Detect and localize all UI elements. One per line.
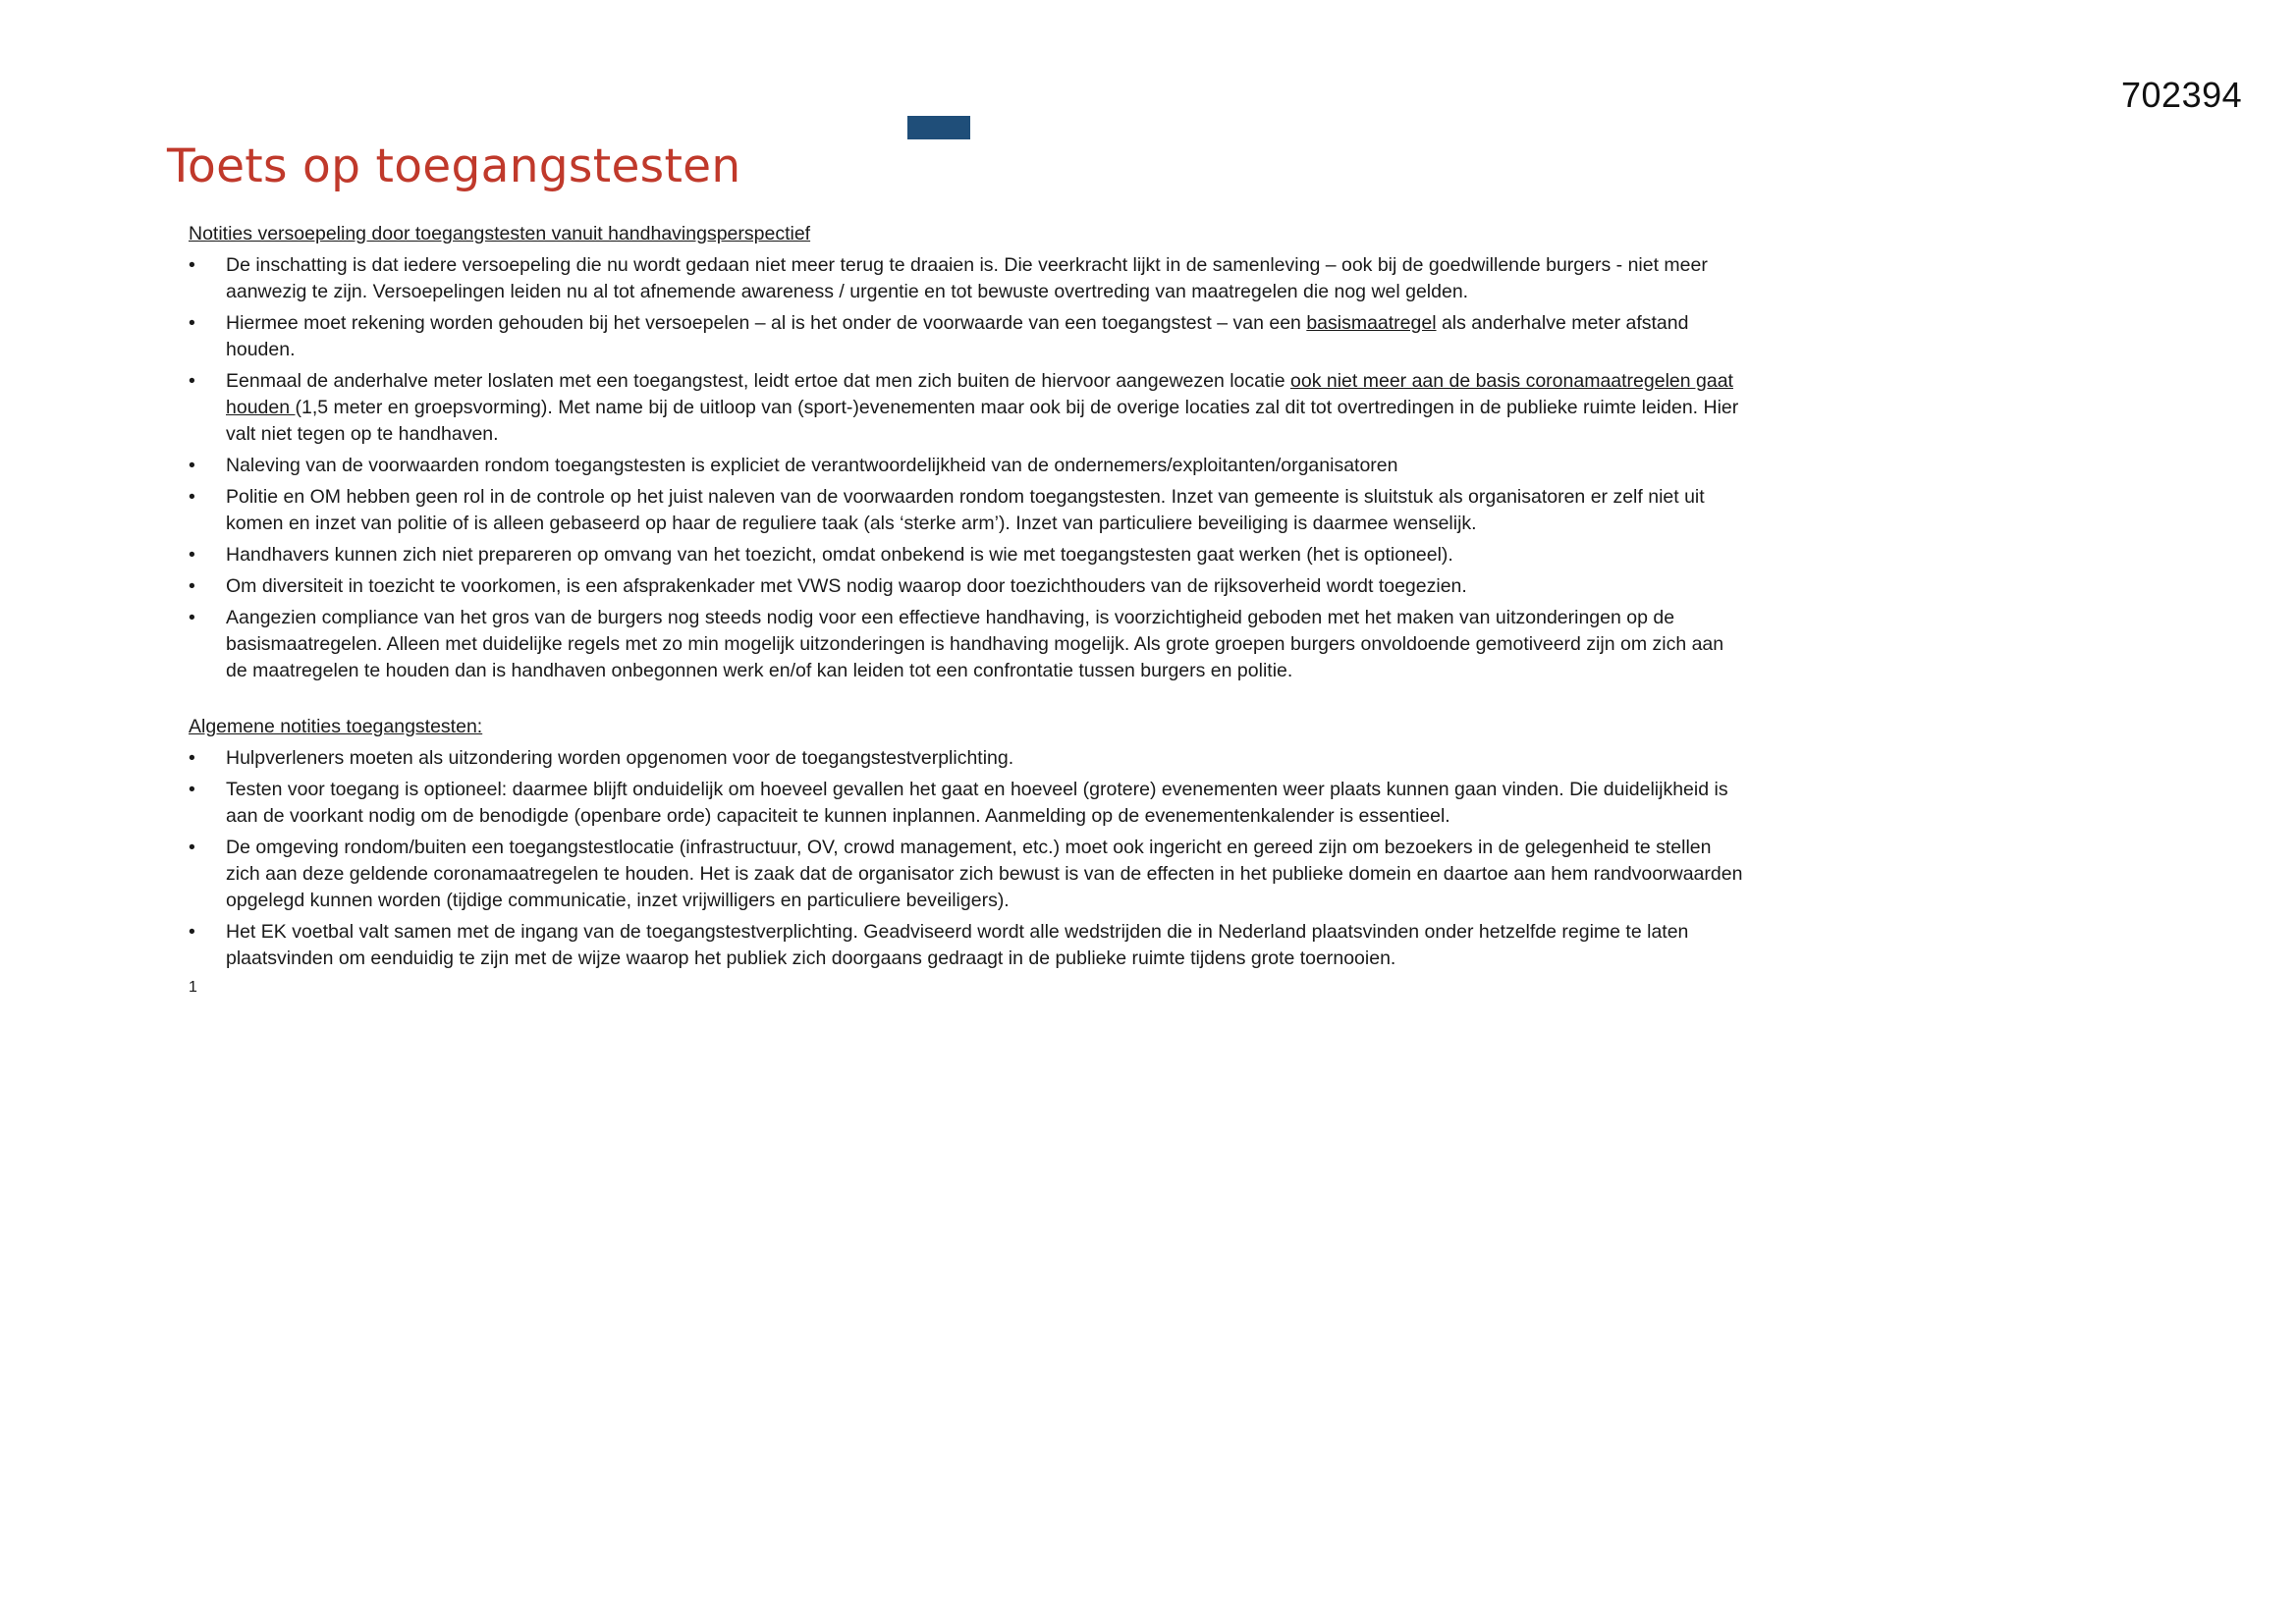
list-item-text: Het EK voetbal valt samen met de ingang van de toegangstestverplichting. Geadviseerd wordt alle wedstrijden die in Nederland plaatsvinden onder hetzelfde regime te laten plaatsvinden om eenduidig te zijn met de wijze waarop het publiek zich doorgaans gedraagt in de publieke ruimte tijdens grote toernooien.	[226, 921, 1689, 969]
page-footnote: 1	[189, 979, 197, 996]
bullet-list-algemeen	[189, 745, 1750, 972]
list-item-text: Naleving van de voorwaarden rondom toegangstesten is expliciet de verantwoordelijkheid van de ondernemers/exploitanten/organisatoren	[226, 455, 1398, 476]
document-id-number: 702394	[2121, 75, 2243, 115]
list-item	[189, 453, 1750, 479]
list-item	[189, 484, 1750, 537]
list-item	[189, 252, 1750, 305]
list-item-text: De omgeving rondom/buiten een toegangstestlocatie (infrastructuur, OV, crowd management, etc.) moet ook ingericht en gereed zijn om bezoekers in de gelegenheid te stellen zich aan deze geldende coronamaatregelen te houden. Het is zaak dat de organisator zich bewust is van de effecten in het publieke domein en daartoe aan hem randvoorwaarden opgelegd kunnen worden (tijdige communicatie, inzet vrijwilligers en particuliere beveiligers).	[226, 837, 1743, 911]
bullet-icon: •	[189, 544, 195, 566]
accent-bar	[907, 116, 970, 139]
page-title: Toets op toegangstesten	[167, 139, 741, 193]
bullet-icon: •	[189, 575, 195, 597]
list-item-text: Om diversiteit in toezicht te voorkomen, is een afsprakenkader met VWS nodig waarop door toezichthouders van de rijksoverheid wordt toegezien.	[226, 575, 1467, 597]
underlined-text: ook niet meer aan de basis coronamaatregelen gaat houden	[226, 370, 1733, 418]
underlined-text: basismaatregel	[1306, 312, 1437, 334]
list-item	[189, 573, 1750, 600]
bullet-icon: •	[189, 370, 195, 392]
list-item-text: Testen voor toegang is optioneel: daarmee blijft onduidelijk om hoeveel gevallen het gaat en hoeveel (grotere) evenementen weer plaats kunnen gaan vinden. Die duidelijkheid is aan de voorkant nodig om de benodigde (openbare orde) capaciteit te kunnen inplannen. Aanmelding op de evenementenkalender is essentieel.	[226, 779, 1728, 827]
list-item	[189, 542, 1750, 568]
list-item	[189, 368, 1750, 448]
section-heading-handhaving: Notities versoepeling door toegangstesten vanuit handhavingsperspectief	[189, 223, 811, 244]
list-item	[189, 745, 1750, 772]
bullet-icon: •	[189, 254, 195, 276]
bullet-icon: •	[189, 921, 195, 943]
bullet-icon: •	[189, 607, 195, 628]
list-item-text: Handhavers kunnen zich niet prepareren op omvang van het toezicht, omdat onbekend is wie met toegangstesten gaat werken (het is optioneel).	[226, 544, 1453, 566]
bullet-icon: •	[189, 837, 195, 858]
list-item-text: Aangezien compliance van het gros van de burgers nog steeds nodig voor een effectieve handhaving, is voorzichtigheid geboden met het maken van uitzonderingen op de basismaatregelen. Alleen met duidelijke regels met zo min mogelijk uitzonderingen is handhaving mogelijk. Als grote groepen burgers onvoldoende gemotiveerd zijn om zich aan de maatregelen te houden dan is handhaven onbegonnen werk en/of kan leiden tot een confrontatie tussen burgers en politie.	[226, 607, 1724, 681]
bullet-icon: •	[189, 312, 195, 334]
list-item-text: Eenmaal de anderhalve meter loslaten met een toegangstest, leidt ertoe dat men zich buiten de hiervoor aangewezen locatie	[226, 370, 1291, 392]
bullet-icon: •	[189, 455, 195, 476]
list-item	[189, 919, 1750, 972]
list-item	[189, 605, 1750, 684]
bullet-icon: •	[189, 486, 195, 508]
document-body	[189, 221, 1750, 999]
list-item	[189, 835, 1750, 914]
list-item	[189, 777, 1750, 830]
list-item-text: Politie en OM hebben geen rol in de controle op het juist naleven van de voorwaarden rondom toegangstesten. Inzet van gemeente is sluitstuk als organisatoren er zelf niet uit komen en inzet van politie of is alleen gebaseerd op haar de reguliere taak (als ‘sterke arm’). Inzet van particuliere beveiliging is daarmee wenselijk.	[226, 486, 1705, 534]
list-item-text: (1,5 meter en groepsvorming). Met name bij de uitloop van (sport-)evenementen maar ook bij de overige locaties zal dit tot overtredingen in de publieke ruimte leiden. Hier valt niet tegen op te handhaven.	[226, 397, 1739, 445]
bullet-list-handhaving	[189, 252, 1750, 684]
list-item-text: Hiermee moet rekening worden gehouden bij het versoepelen – al is het onder de voorwaarde van een toegangstest – van een	[226, 312, 1307, 334]
bullet-icon: •	[189, 779, 195, 800]
list-item	[189, 310, 1750, 363]
list-item-text: Hulpverleners moeten als uitzondering worden opgenomen voor de toegangstestverplichting.	[226, 747, 1014, 769]
list-item-text: als anderhalve meter afstand houden.	[226, 312, 1689, 360]
list-item-text: De inschatting is dat iedere versoepeling die nu wordt gedaan niet meer terug te draaien is. Die veerkracht lijkt in de samenleving – ook bij de goedwillende burgers - niet meer aanwezig te zijn. Versoepelingen leiden nu al tot afnemende awareness / urgentie en tot bewuste overtreding van maatregelen die nog wel gelden.	[226, 254, 1708, 302]
bullet-icon: •	[189, 747, 195, 769]
section-heading-algemeen: Algemene notities toegangstesten:	[189, 716, 483, 737]
